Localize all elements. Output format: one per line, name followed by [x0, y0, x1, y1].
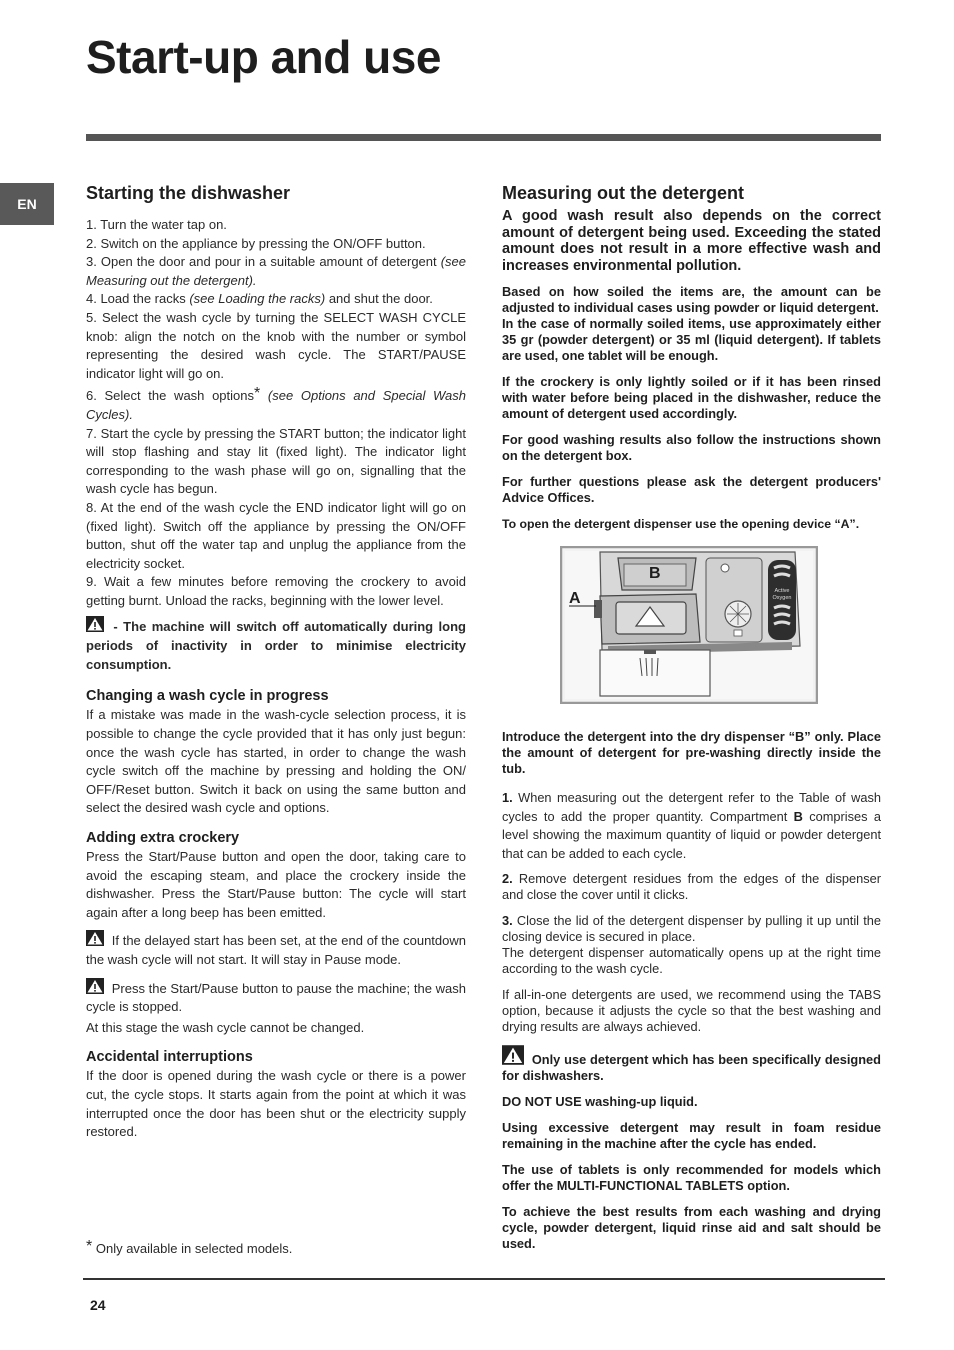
step-3	[86, 253, 466, 290]
adding-text: Press the Start/Pause button and open the door, taking care to avoid the escaping steam, and place the crockery inside the dishwasher. Press the Start/Pause button: The cycle will start again after a long beep has been emitted.	[86, 849, 466, 920]
language-tab	[0, 183, 54, 225]
measuring-heading: Measuring out the detergent	[502, 183, 745, 203]
measuring-p11: The use of tablets is only recommended for models which offer the MULTI-FUNCTIONAL TABLETS option.	[502, 1162, 881, 1194]
step-4	[86, 290, 466, 309]
n1-text-c: comprises a level showing the maximum quantity of liquid or powder detergent that can be added to each cycle.	[502, 808, 881, 861]
adding-heading: Adding extra crockery	[86, 830, 240, 847]
auto-off-warning-text: - The machine will switch off automatically during long periods of inactivity in order to minimise electricity consumption.	[86, 619, 466, 673]
auto-off-warning	[86, 616, 466, 674]
measuring-n3b: The detergent dispenser automatically opens up at the right time according to the wash cycle.	[502, 945, 881, 977]
warning-triangle-icon	[86, 930, 104, 946]
measuring-p6: To open the detergent dispenser use the opening device “A”.	[502, 517, 860, 531]
n2-text: Remove detergent residues from the edges of the dispenser and close the cover until it clicks.	[502, 871, 881, 903]
step-3-ref: (see Measuring out the detergent).	[86, 254, 466, 288]
measuring-p7: Introduce the detergent into the dry dispenser “B” only. Place the amount of detergent for pre-washing directly inside the tub.	[502, 729, 881, 776]
n1-number: 1.	[502, 790, 513, 805]
step-4-end: and shut the door.	[325, 291, 433, 307]
measuring-n1	[502, 789, 881, 863]
measuring-p5: For further questions please ask the detergent producers' Advice Offices.	[502, 474, 881, 505]
measuring-p8: If all-in-one detergents are used, we recommend using the TABS option, because it adjusts the cycle so that the best washing and drying results are always achieved.	[502, 987, 881, 1035]
right-column	[502, 183, 881, 1252]
footnote	[86, 1238, 292, 1256]
top-divider	[86, 134, 881, 141]
starting-steps	[86, 216, 466, 674]
page-title: Start-up and use	[86, 31, 441, 83]
warning-triangle-icon	[86, 978, 104, 994]
step-6	[86, 385, 466, 424]
measuring-n3	[502, 913, 881, 945]
step-4-text: 4. Load the racks	[86, 291, 190, 307]
measuring-p1: Based on how soiled the items are, the amount can be adjusted to individual cases using powder or liquid detergent.	[502, 284, 881, 315]
step-3-text: 3. Open the door and pour in a suitable amount of detergent	[86, 254, 441, 270]
accidental-heading: Accidental interruptions	[86, 1049, 253, 1066]
n3-number: 3.	[502, 913, 513, 929]
n1-text-a: When measuring out the detergent refer to the Table of wash cycles to add the proper quantity. Compartment	[502, 790, 881, 824]
footnote-text: Only available in selected models.	[92, 1241, 293, 1256]
step-7: 7. Start the cycle by pressing the START button; the indicator light will stop flashing and stay lit (fixed light). The indicator light corresponding to the wash phase will go on, signalling that the wash cycle has begun.	[86, 425, 466, 497]
language-label: EN	[17, 196, 37, 212]
changing-text: If a mistake was made in the wash-cycle selection process, it is possible to change the cycle provided that it has only just begun: once the wash cycle has started, in order to change the wash cycle switch off the machine by pressing and holding the ON/ OFF/Reset button. Switch it back on using the same button and select the desired wash cycle and options.	[86, 707, 466, 816]
asterisk-mark: *	[254, 385, 261, 403]
measuring-p9: DO NOT USE washing-up liquid.	[502, 1094, 698, 1110]
badge-line2: Oxygen	[772, 595, 792, 601]
measuring-intro: A good wash result also depends on the correct amount of detergent being used. Exceeding the stated amount does not result in a more effective wash and increases environmental pollution.	[502, 208, 881, 274]
measuring-warning	[502, 1045, 881, 1084]
measuring-p4: For good washing results also follow the instructions shown on the detergent box.	[502, 432, 881, 463]
measuring-n2	[502, 871, 881, 903]
page-number: 24	[90, 1297, 106, 1313]
n1-compartment: B	[793, 808, 803, 824]
step-8: 8. At the end of the wash cycle the END indicator light will go on (fixed light). Switch off the appliance by pressing the ON/OFF button, shut off the water tap and unplug the appliance from the electricity socket.	[86, 499, 466, 571]
measuring-p2: In the case of normally soiled items, use approximately either 35 gr (powder detergent) or 35 ml (liquid detergent). If tablets are used, one tablet will be enough.	[502, 316, 881, 363]
warning-triangle-icon	[502, 1045, 524, 1065]
pause-note: At this stage the wash cycle cannot be changed.	[86, 1019, 365, 1035]
label-b: B	[649, 565, 661, 582]
step-6-text: 6. Select the wash options	[86, 388, 254, 404]
starting-heading: Starting the dishwasher	[86, 183, 291, 203]
warning-triangle-icon	[86, 616, 104, 632]
measuring-p10: Using excessive detergent may result in foam residue remaining in the machine after the cycle has ended.	[502, 1120, 881, 1152]
measuring-p12: To achieve the best results from each washing and drying cycle, powder detergent, liquid rinse aid and salt should be used.	[502, 1204, 881, 1252]
changing-heading: Changing a wash cycle in progress	[86, 688, 329, 705]
n2-number: 2.	[502, 871, 513, 887]
label-a: A	[569, 590, 581, 607]
pause-warning	[86, 978, 466, 1017]
step-2: 2. Switch on the appliance by pressing the ON/OFF button.	[86, 235, 426, 251]
badge-line1: Active	[774, 588, 790, 594]
left-column	[86, 183, 466, 1142]
step-1: 1. Turn the water tap on.	[86, 217, 227, 232]
delayed-start-warning	[86, 930, 466, 969]
footnote-mark: *	[86, 1238, 93, 1255]
measuring-p3: If the crockery is only lightly soiled or if it has been rinsed with water before being placed in the dishwasher, reduce the amount of detergent used accordingly.	[502, 374, 881, 421]
step-5: 5. Select the wash cycle by turning the SELECT WASH CYCLE knob: align the notch on the knob with the number or symbol representing the desired wash cycle. The START/PAUSE indicator light will go on.	[86, 309, 466, 381]
accidental-text: If the door is opened during the wash cycle or there is a power cut, the cycle stops. It starts again from the point at which it was interrupted once the door has been shut or the electricity supply restored.	[86, 1068, 466, 1140]
delayed-start-warning-text: If the delayed start has been set, at the end of the countdown the wash cycle will not start. It will stay in Pause mode.	[86, 933, 466, 967]
step-4-ref: (see Loading the racks)	[189, 291, 326, 307]
n3-text: Close the lid of the detergent dispenser by pulling it up until the closing device is secured in place.	[502, 913, 881, 945]
step-6-ref: (see Options and Special Wash Cycles).	[86, 388, 466, 422]
bottom-divider	[83, 1278, 885, 1280]
step-9: 9. Wait a few minutes before removing the crockery to avoid getting burnt. Unload the racks, beginning with the lower level.	[86, 574, 466, 608]
detergent-dispenser-figure	[560, 546, 818, 704]
measuring-warning-text: Only use detergent which has been specifically designed for dishwashers.	[502, 1052, 881, 1084]
pause-warning-text: Press the Start/Pause button to pause the machine; the wash cycle is stopped.	[86, 980, 466, 1015]
